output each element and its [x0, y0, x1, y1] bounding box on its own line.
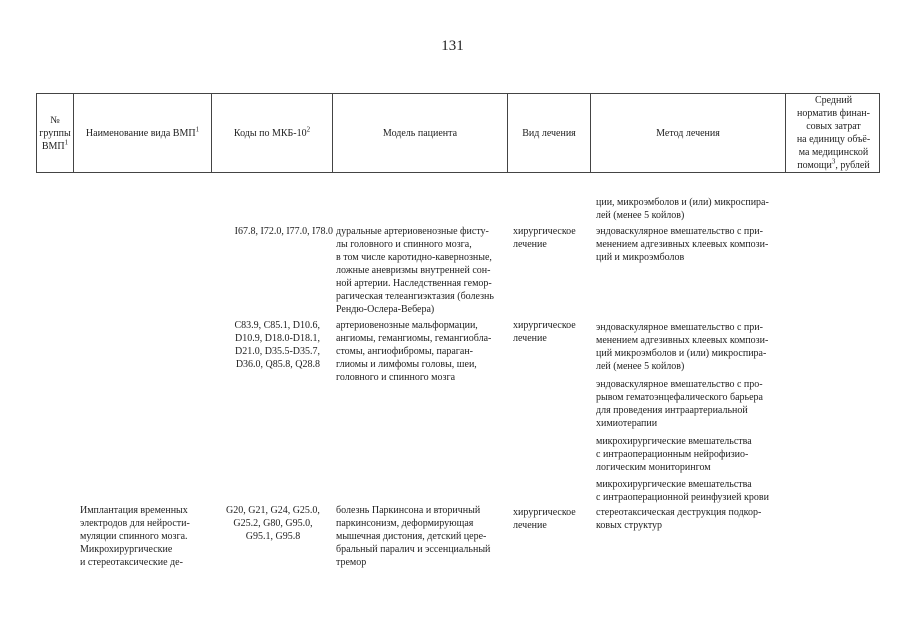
- header-icd-codes: Коды по МКБ-$10^2$: [212, 94, 333, 172]
- icd-codes: C83.9, C85.1, D10.6, D10.9, D18.0-D18.1, D21.0, D35.5-D35.7, D36.0, Q85.8, Q28.8: [234, 320, 320, 370]
- treatment-type: хирургическое лечение: [513, 507, 576, 531]
- header-cost-norm: Средний норматив финан- совых затрат на единицу объё- ма медицинской помощи$^3$, рублей: [796, 95, 871, 171]
- method-item: эндоваскулярное вмешательство с при- менением адгезивных клеевых компози- ций микроэмболов и (или) микроспира- лей (менее 5 койлов): [596, 322, 769, 372]
- patient-model: болезнь Паркинсона и вторичный паркинсонизм, деформирующая мышечная дистония, детский цере- бральный паралич и эссенциальный тремор: [336, 505, 491, 568]
- patient-model: дуральные артериовенозные фисту- лы головного и спинного мозга, в том числе каротидно-кавернозные, ложные аневризмы внутренней сон- ной артерии. Наследственная гемор- рагическая телеангиэктазия (болезнь Рендю-Ослера-Вебера): [336, 226, 494, 315]
- method-item: эндоваскулярное вмешательство с при- менением адгезивных клеевых компози- ций и микроэмболов: [596, 226, 769, 263]
- header-treatment-type: Вид лечения: [508, 94, 591, 172]
- page-number: 131: [441, 38, 464, 54]
- patient-model: артериовенозные мальформации, ангиомы, гемангиомы, гемангиобла- стомы, ангиофибромы, параган- глиомы и лимфомы головы, шеи, головного и спинного мозга: [336, 320, 492, 383]
- method-item: ции, микроэмболов и (или) микроспира- лей (менее 5 койлов): [596, 197, 769, 221]
- treatment-type: хирургическое лечение: [513, 226, 576, 250]
- icd-codes: G20, G21, G24, G25.0, G25.2, G80, G95.0, G95.1, G95.8: [226, 505, 320, 542]
- header-treatment-method: Метод лечения: [591, 94, 786, 172]
- table-header: [36, 93, 880, 173]
- header-patient-model: Модель пациента: [333, 94, 508, 172]
- treatment-type: хирургическое лечение: [513, 320, 576, 344]
- method-item: эндоваскулярное вмешательство с про- рывом гематоэнцефалического барьера для проведения интраартериальной химиотерапии: [596, 379, 763, 429]
- method-item: стереотаксическая деструкция подкор- ковых структур: [596, 507, 762, 531]
- header-group-number: № группы ВМП$^1$: [37, 94, 74, 172]
- method-item: микрохирургические вмешательства с интраоперационной реинфузией крови: [596, 479, 769, 503]
- method-item: микрохирургические вмешательства с интраоперационным нейрофизио- логическим мониторингом: [596, 436, 752, 473]
- vmp-name: Имплантация временных электродов для нейрости- муляции спинного мозга. Микрохирургические и стереотаксические де-: [80, 505, 190, 568]
- icd-codes: I67.8, I72.0, I77.0, I78.0: [234, 226, 333, 237]
- header-vmp-name: Наименование вида ВМП$^1$: [74, 94, 212, 172]
